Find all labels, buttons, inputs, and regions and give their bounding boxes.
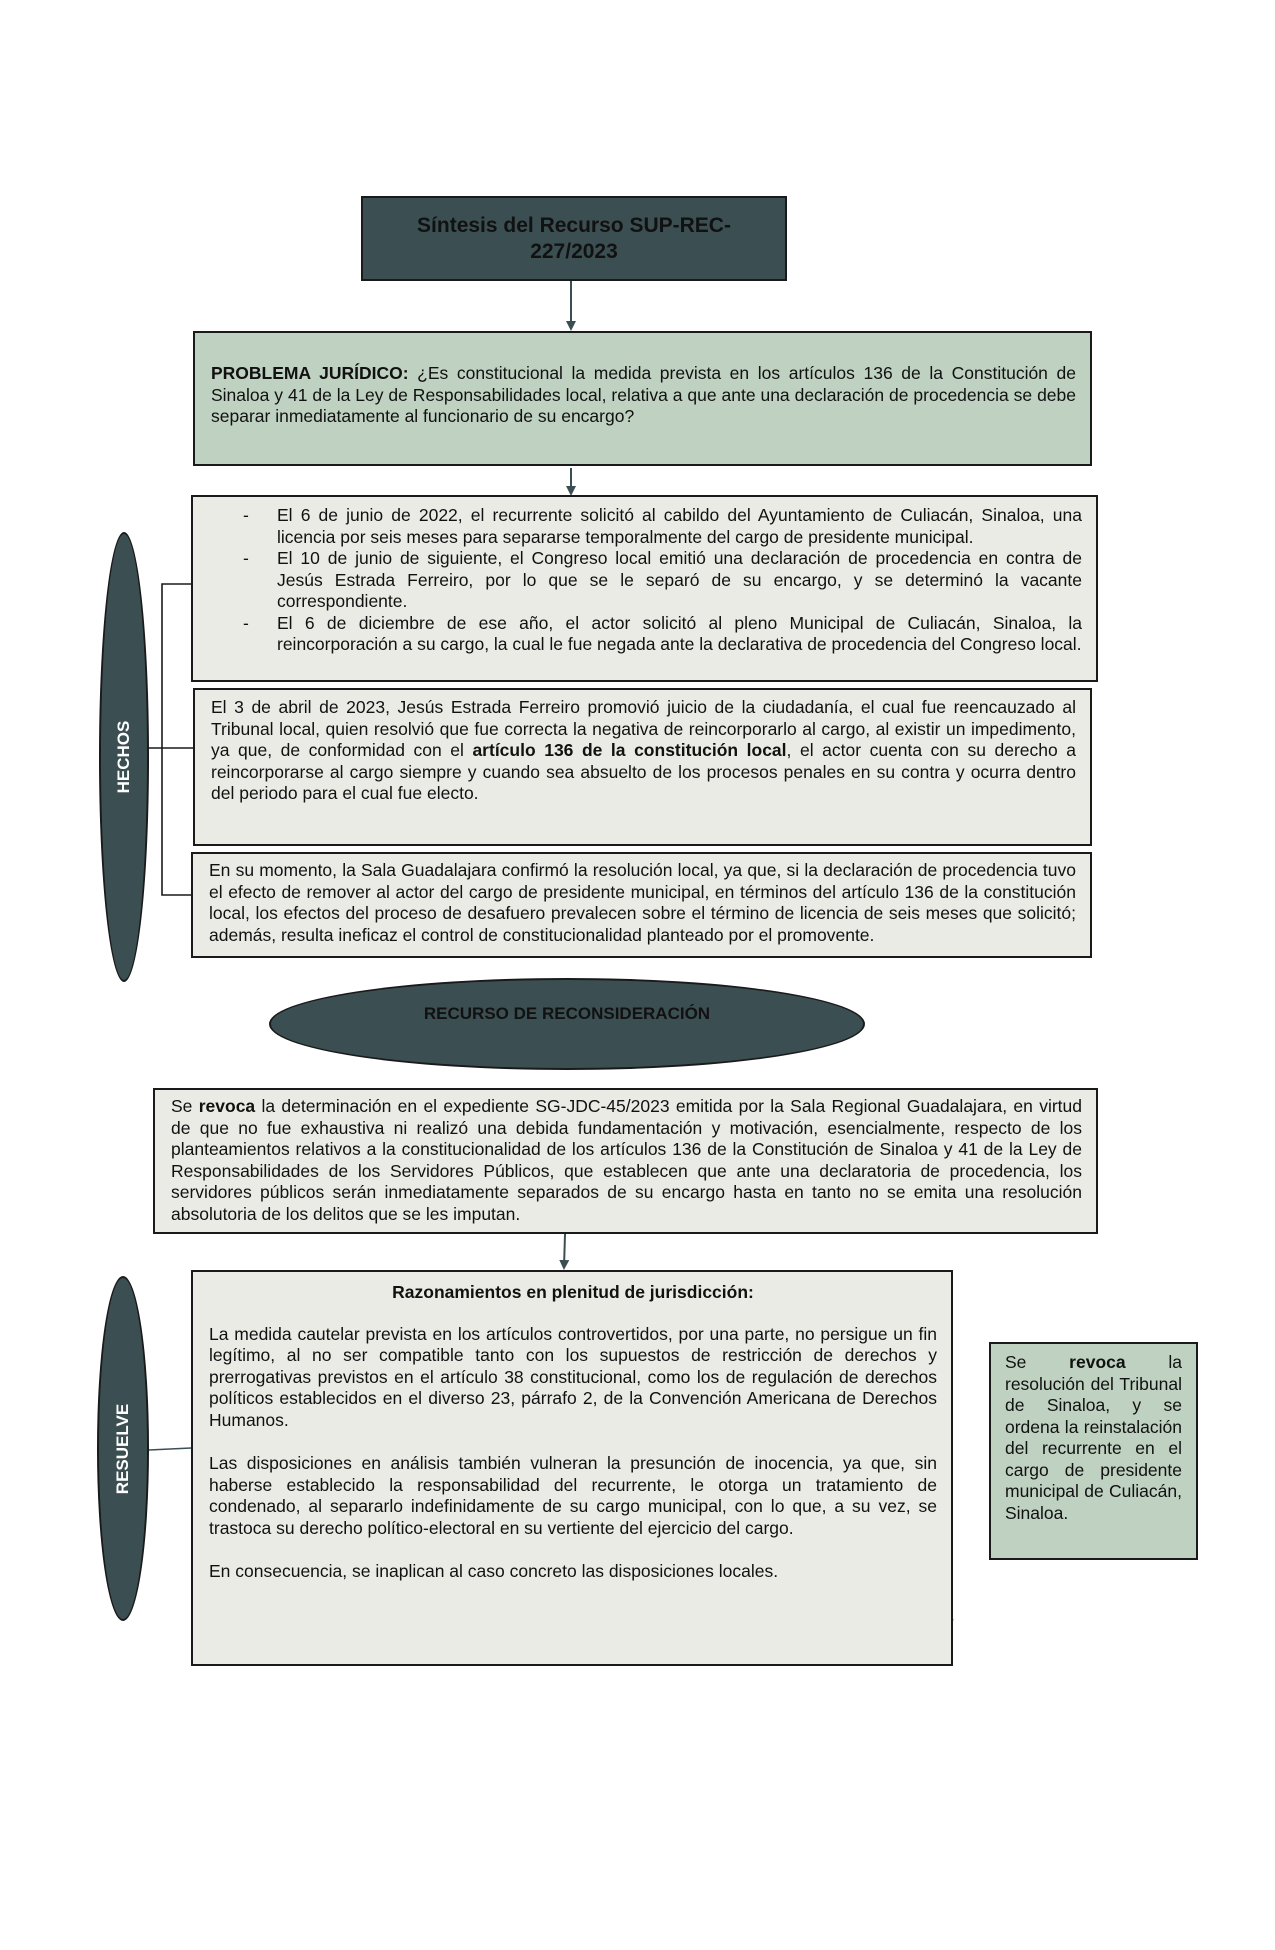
facts-tribunal-bold: artículo 136 de la constitución local xyxy=(472,740,787,760)
problem-box xyxy=(193,331,1092,466)
facts-box-tribunal xyxy=(193,688,1092,846)
facts-list-item: - El 10 de junio de siguiente, el Congreso local emitió una declaración de procedencia en contra de Jesús Estrada Ferreiro, por lo que se le separó de su encargo, y se determinó la vacante correspondiente. xyxy=(243,548,1082,613)
reasoning-paragraph: Las disposiciones en análisis también vulneran la presunción de inocencia, ya que, sin haberse establecido la responsabilidad del recurrente, le otorga un tratamiento de condenado, al separarlo indefinidamente de su cargo municipal, con lo que, a su vez, se trastoca su derecho político-electoral en su vertiente del ejercicio del cargo. xyxy=(209,1453,937,1538)
revoca-text-b: la determinación en el expediente SG-JDC-45/2023 emitida por la Sala Regional Guadalajara, en virtud de que no fue exhaustiva ni realizó una debida fundamentación y motivación, esencialmente, respecto de los planteamientos relativos a la constitucionalidad de los artículos 136 de la Constitución de Sinaloa y 41 de la Ley de Responsabilidades de los Servidores Públicos, que establecen que ante una declaratoria de procedencia, los servidores públicos serán inmediatamente separados de su encargo hasta en tanto no se emita una resolución absolutoria de los delitos que se les imputan. xyxy=(171,1096,1082,1224)
arrow-revoca-to-reasoning xyxy=(564,1234,565,1268)
side-text-b: la resolución del Tribunal de Sinaloa, y se ordena la reinstalación del recurrente en el cargo de presidente municipal de Culiacán, Sinaloa. xyxy=(1005,1352,1182,1523)
resuelve-connector xyxy=(149,1448,191,1450)
recurso-ellipse xyxy=(269,978,865,1070)
title-box xyxy=(361,196,787,281)
revoca-box xyxy=(153,1088,1098,1234)
hechos-label: HECHOS xyxy=(114,720,133,794)
facts-tribunal-text-a: El 3 de abril de 2023, Jesús Estrada Ferreiro promovió juicio de la ciudadanía, el cual fue reencauzado al Tribunal local, quien resolvió que fue correcta la negativa de reincorporarlo al cargo, al existir un impedimento, ya que, de conformidad con el xyxy=(211,697,1076,760)
side-result-box xyxy=(989,1342,1198,1560)
hechos-ellipse xyxy=(99,532,149,982)
facts-list-item: - El 6 de diciembre de ese año, el actor solicitó al pleno Municipal de Culiacán, Sinaloa, la reincorporación a su cargo, la cual le fue negada ante la declarativa de procedencia del Congreso local. xyxy=(243,613,1082,656)
problem-text: ¿Es constitucional la medida prevista en los artículos 136 de la Constitución de Sinaloa y 41 de la Ley de Responsabilidades local, relativa a que ante una declaración de procedencia se debe separar inmediatamente al funcionario de su encargo? xyxy=(211,363,1076,426)
diagram-title: Síntesis del Recurso SUP-REC-227/2023 xyxy=(417,213,731,263)
reasoning-box xyxy=(191,1270,953,1666)
revoca-text-a: Se xyxy=(171,1096,199,1116)
recurso-label: RECURSO DE RECONSIDERACIÓN xyxy=(423,1004,711,1023)
facts-sala-text: En su momento, la Sala Guadalajara confirmó la resolución local, ya que, si la declaración de procedencia tuvo el efecto de remover al actor del cargo de presidente municipal, en términos del artículo 136 de la constitución local, los efectos del proceso de desafuero prevalecen sobre el término de licencia de seis meses que solicitó; además, resulta ineficaz el control de constitucionalidad planteado por el promovente. xyxy=(209,860,1076,945)
reasoning-heading: Razonamientos en plenitud de jurisdicción: xyxy=(392,1282,754,1302)
facts-list-item: - El 6 de junio de 2022, el recurrente solicitó al cabildo del Ayuntamiento de Culiacán, Sinaloa, una licencia por seis meses para separarse temporalmente del cargo de presidente municipal. xyxy=(243,505,1082,548)
facts-list xyxy=(243,505,1082,656)
facts-list-box xyxy=(191,495,1098,682)
reasoning-paragraph: La medida cautelar prevista en los artículos controvertidos, por una parte, no persigue un fin legítimo, al no ser compatible tanto con los supuestos de restricción de derechos y prerrogativas previstos en el artículo 38 constitucional, como los de regulación de derechos políticos establecidos en el diverso 23, párrafo 2, de la Convención Americana de Derechos Humanos. xyxy=(209,1323,937,1430)
facts-box-sala xyxy=(191,852,1092,958)
resuelve-label: RESUELVE xyxy=(113,1403,132,1494)
resuelve-ellipse xyxy=(97,1276,149,1621)
side-bold: revoca xyxy=(1069,1352,1126,1372)
reasoning-paragraph: En consecuencia, se inaplican al caso concreto las disposiciones locales. xyxy=(209,1561,779,1581)
side-text-a: Se xyxy=(1005,1352,1070,1372)
problem-label: PROBLEMA JURÍDICO: xyxy=(211,363,409,383)
revoca-bold: revoca xyxy=(198,1096,256,1116)
facts-tribunal-text-b: , el actor cuenta con su derecho a reincorporarse al cargo siempre y cuando sea absuelto de los procesos penales en su contra y ocurra dentro del periodo para el cual fue electo. xyxy=(211,740,1077,803)
